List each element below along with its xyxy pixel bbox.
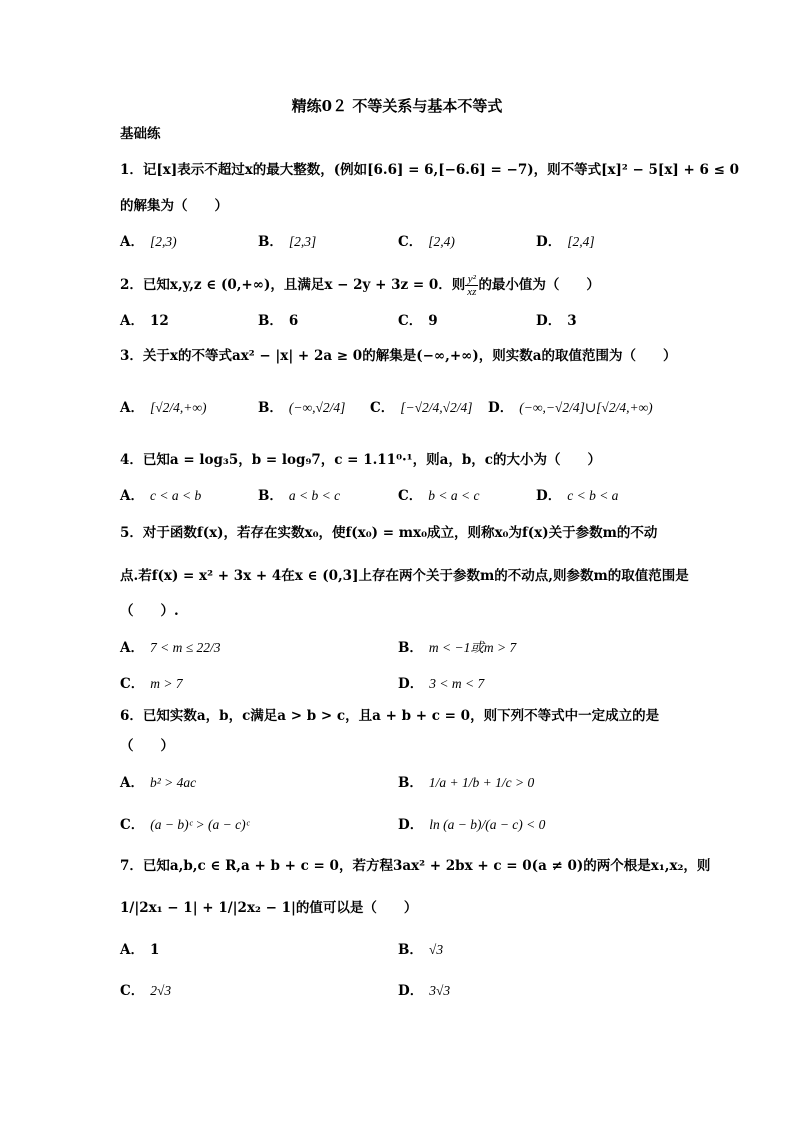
q5-stem-line1: 5．对于函数f(x)，若存在实数x₀，使f(x₀) = mx₀成立，则称x₀为f(x)关于参数m的不动 bbox=[120, 525, 658, 541]
q4-option-d: D． c < b < a bbox=[536, 488, 619, 504]
q1-option-d: D． [2,4] bbox=[536, 234, 595, 250]
q6-option-b: B． 1/a + 1/b + 1/c > 0 bbox=[398, 775, 535, 791]
q2-option-a: A． 12 bbox=[120, 313, 169, 329]
q6-option-d: D． ln (a − b)/(a − c) < 0 bbox=[398, 817, 546, 833]
q1-option-a: A． [2,3) bbox=[120, 234, 177, 250]
q7-stem-line2: 1/|2x₁ − 1| + 1/|2x₂ − 1|的值可以是（ ） bbox=[120, 900, 418, 916]
q2-fraction: $\frac{\text{y²}}{xz}$ bbox=[467, 273, 477, 298]
q7-option-a: A． 1 bbox=[120, 942, 160, 958]
q5-option-a: A． 7 < m ≤ 22/3 bbox=[120, 640, 221, 656]
q2-stem: 2．已知x,y,z ∈ (0,+∞)，且满足x − 2y + 3z = 0．则 $\frac{\text{y²}}{xz}$ 的最小值为（ ） bbox=[120, 273, 600, 298]
q7-option-d: D． 3√3 bbox=[398, 983, 451, 999]
q5-stem-line2: 点.若f(x) = x² + 3x + 4在x ∈ (0,3]上存在两个关于参数m的不动点,则参数m的取值范围是 bbox=[120, 568, 689, 584]
q3-option-d: D． (−∞,−√2/4]∪[√2/4,+∞) bbox=[488, 400, 653, 416]
q7-option-b: B． √3 bbox=[398, 942, 444, 958]
q3-stem: 3．关于x的不等式ax² − |x| + 2a ≥ 0的解集是(−∞,+∞)，则实数a的取值范围为（ ） bbox=[120, 348, 677, 364]
q6-option-c: C． (a − b)ᶜ > (a − c)ᶜ bbox=[120, 817, 250, 833]
q6-option-a: A． b² > 4ac bbox=[120, 775, 197, 791]
q3-option-b: B． (−∞,√2/4] bbox=[258, 400, 346, 416]
q4-option-b: B． a < b < c bbox=[258, 488, 341, 504]
q2-option-c: C． 9 bbox=[398, 313, 438, 329]
q3-option-a: A． [√2/4,+∞) bbox=[120, 400, 207, 416]
q7-stem-line1: 7．已知a,b,c ∈ R,a + b + c = 0，若方程3ax² + 2bx + c = 0(a ≠ 0)的两个根是x₁,x₂，则 bbox=[120, 858, 711, 874]
page-title: 精练0２ 不等关系与基本不等式 bbox=[291, 97, 503, 115]
q5-option-b: B． m < −1或m > 7 bbox=[398, 640, 517, 656]
q4-stem: 4．已知a = log₃5，b = log₉7，c = 1.11⁰·¹，则a，b，c的大小为（ ） bbox=[120, 452, 602, 468]
q5-stem-line3: （ ）. bbox=[120, 603, 179, 619]
q4-option-a: A． c < a < b bbox=[120, 488, 202, 504]
q6-stem-line2: （ ） bbox=[120, 738, 174, 754]
q2-option-d: D． 3 bbox=[536, 313, 577, 329]
section-label: 基础练 bbox=[120, 126, 161, 142]
q1-option-b: B． [2,3] bbox=[258, 234, 317, 250]
q5-option-c: C． m > 7 bbox=[120, 676, 183, 692]
q2-option-b: B． 6 bbox=[258, 313, 299, 329]
q3-option-c: C． [−√2/4,√2/4] bbox=[370, 400, 473, 416]
q4-option-c: C． b < a < c bbox=[398, 488, 480, 504]
q5-option-d: D． 3 < m < 7 bbox=[398, 676, 485, 692]
q1-option-c: C． [2,4) bbox=[398, 234, 455, 250]
q1-stem-line1: 1．记[x]表示不超过x的最大整数，(例如[6.6] = 6,[−6.6] = −7)，则不等式[x]² − 5[x] + 6 ≤ 0 bbox=[120, 162, 739, 178]
q6-stem-line1: 6．已知实数a，b，c满足a > b > c，且a + b + c = 0，则下列不等式中一定成立的是 bbox=[120, 708, 660, 724]
q7-option-c: C． 2√3 bbox=[120, 983, 172, 999]
q1-stem-line2: 的解集为（ ） bbox=[120, 198, 228, 214]
